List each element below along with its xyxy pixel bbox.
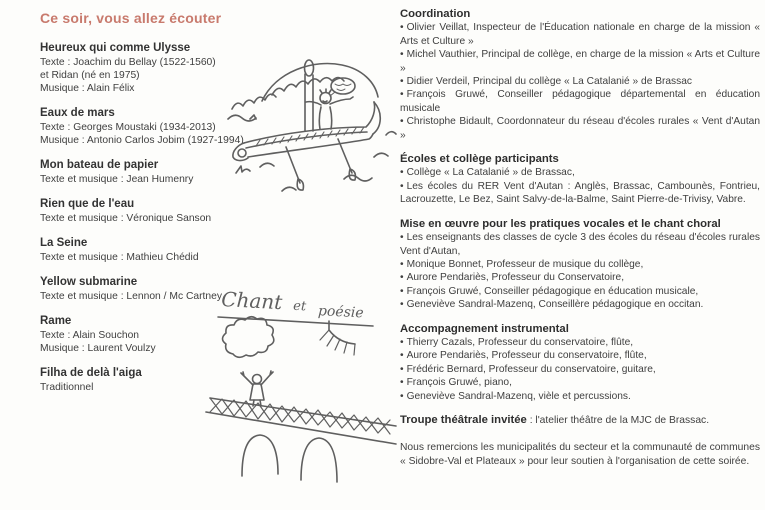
credit-item (400, 231, 760, 258)
credit-section (400, 414, 760, 427)
credit-heading-line (400, 153, 760, 166)
credit-item-text: François Gruwé, Conseiller pédagogique en éducation musicale, (406, 285, 699, 297)
song-credit-line: Texte et musique : Véronique Sanson (40, 213, 212, 224)
song-title: Eaux de mars (40, 107, 115, 119)
song-credit-line: Traditionnel (40, 382, 94, 393)
credit-item (400, 180, 760, 207)
credit-item-text: Geneviève Sandral-Mazenq, vièle et percussions. (406, 390, 631, 402)
song-title: Mon bateau de papier (40, 159, 159, 171)
credit-sections (400, 8, 760, 427)
credit-heading-line (400, 8, 760, 21)
credit-item-text: Geneviève Sandral-Mazenq, Conseillère pédagogique en occitan. (406, 299, 704, 311)
credit-section-heading: Troupe théâtrale invitée (400, 413, 527, 426)
credit-item-text: Frédéric Bernard, Professeur du conservatoire, guitare, (406, 363, 656, 375)
credit-item (400, 21, 760, 48)
bullet-glyph: • (400, 232, 404, 244)
bullet-glyph: • (400, 22, 404, 34)
bullet-glyph: • (400, 116, 404, 128)
credit-item-text: Monique Bonnet, Professeur de musique du collège, (406, 258, 644, 270)
credit-item-text: François Gruwé, Conseiller pédagogique départemental en éducation musicale (400, 89, 760, 114)
bullet-glyph: • (400, 285, 404, 297)
credit-item (400, 285, 760, 298)
song-credit-line: Texte et musique : Mathieu Chédid (40, 252, 199, 263)
thanks-note: Nous remercions les municipalités du secteur et la communauté de communes « Sidobre-Val et Plateaux » pour leur soutien à l'organisation de cette soirée. (400, 442, 760, 467)
bullet-glyph: • (400, 350, 404, 362)
bullet-glyph: • (400, 299, 404, 311)
bullet-glyph: • (400, 390, 404, 402)
song-title: Heureux qui comme Ulysse (40, 42, 191, 54)
bullet-glyph: • (400, 49, 404, 61)
credit-item-text: Olivier Veillat, Inspecteur de l'Éducation nationale en charge de la mission « Arts et Culture » (400, 22, 760, 47)
credit-section (400, 323, 760, 403)
credit-item (400, 258, 760, 271)
credit-item (400, 75, 760, 88)
cloud-doodle (223, 317, 274, 358)
credit-section-heading: Coordination (400, 8, 471, 20)
chant-poesie-annotation (213, 272, 381, 368)
credit-item (400, 48, 760, 75)
credit-item (400, 298, 760, 311)
credit-item-text: Didier Verdeil, Principal du collège « La Catalanié » de Brassac (406, 76, 692, 88)
song-credit-line: Musique : Laurent Voulzy (40, 343, 156, 354)
credit-item (400, 376, 760, 389)
song-credit-line: Musique : Alain Félix (40, 83, 135, 94)
song-title: Filha de delà l'aiga (40, 367, 142, 379)
bullet-glyph: • (400, 167, 404, 179)
credit-item-text: Christophe Bidault, Coordonnateur du réseau d'écoles rurales « Vent d'Autan » (400, 116, 760, 141)
credit-item-text: Aurore Pendariès, Professeur du Conservatoire, (406, 272, 625, 284)
credit-heading-line (400, 414, 760, 427)
credit-item (400, 363, 760, 376)
bullet-glyph: • (400, 180, 404, 192)
credit-item-text: Collège « La Catalanié » de Brassac, (406, 167, 575, 179)
bullet-glyph: • (400, 258, 404, 270)
song-credit-line: Texte : Joachim du Bellay (1522-1560) (40, 57, 216, 68)
bullet-glyph: • (400, 336, 404, 348)
credit-item-text: Thierry Cazals, Professeur du conservatoire, flûte, (406, 336, 634, 348)
credit-item (400, 166, 760, 179)
bullet-glyph: • (400, 377, 404, 389)
credit-item-text: François Gruwé, piano, (406, 377, 512, 389)
credit-item-text: Michel Vauthier, Principal de collège, en charge de la mission « Arts et Culture » (400, 49, 760, 74)
credit-section-heading: Accompagnement instrumental (400, 322, 569, 335)
credit-item (400, 271, 760, 284)
credit-item (400, 88, 760, 115)
credit-heading-line (400, 323, 760, 336)
credit-item-text: Aurore Pendariès, Professeur du conservatoire, flûte, (406, 350, 647, 362)
bridge-sketch (200, 370, 400, 495)
credit-item (400, 349, 760, 362)
song-credit-line: Texte et musique : Jean Humenry (40, 174, 194, 185)
credit-item (400, 115, 760, 142)
credit-section (400, 218, 760, 312)
credit-section-heading: Écoles et collège participants (400, 153, 559, 166)
song-title: Rame (40, 315, 72, 327)
song-entry (40, 237, 260, 264)
song-title: Rien que de l'eau (40, 198, 135, 210)
song-credit-line: Texte : Georges Moustaki (1934-2013) (40, 122, 216, 133)
credit-item-text: Les enseignants des classes de cycle 3 des écoles du réseau d'écoles rurales Vent d'Autan, (400, 232, 760, 257)
credit-item (400, 390, 760, 403)
boat-sketch (226, 55, 401, 203)
song-credit-line: Texte et musique : Lennon / Mc Cartney (40, 291, 223, 302)
bullet-glyph: • (400, 363, 404, 375)
credits-column (400, 8, 760, 468)
credit-inline-text: : l'atelier théâtre de la MJC de Brassac. (526, 414, 710, 426)
credit-section (400, 8, 760, 142)
song-credit-line: et Ridan (né en 1975) (40, 70, 140, 81)
credit-heading-line (400, 218, 760, 231)
credit-section (400, 153, 760, 207)
bullet-glyph: • (400, 89, 404, 101)
song-title: La Seine (40, 237, 88, 249)
credit-item (400, 336, 760, 349)
bullet-glyph: • (400, 76, 404, 88)
credit-item-text: Les écoles du RER Vent d'Autan : Anglès, Brassac, Cambounès, Fontrieu, Lacrouzette, Le Bez, Saint Salvy-de-la-Balme, Saint Pierre-de-Trivisy, Vabre. (400, 180, 760, 206)
bullet-glyph: • (400, 272, 404, 284)
svg-text:Chant et poésie: Chant et poésie (220, 287, 364, 322)
song-credit-line: Texte : Alain Souchon (40, 330, 140, 341)
credit-section-heading: Mise en œuvre pour les pratiques vocales et le chant choral (400, 217, 721, 230)
song-credit-line: Musique : Antonio Carlos Jobim (1927-1994) (40, 135, 244, 146)
page-title: Ce soir, vous allez écouter (40, 10, 222, 26)
song-title: Yellow submarine (40, 276, 138, 288)
